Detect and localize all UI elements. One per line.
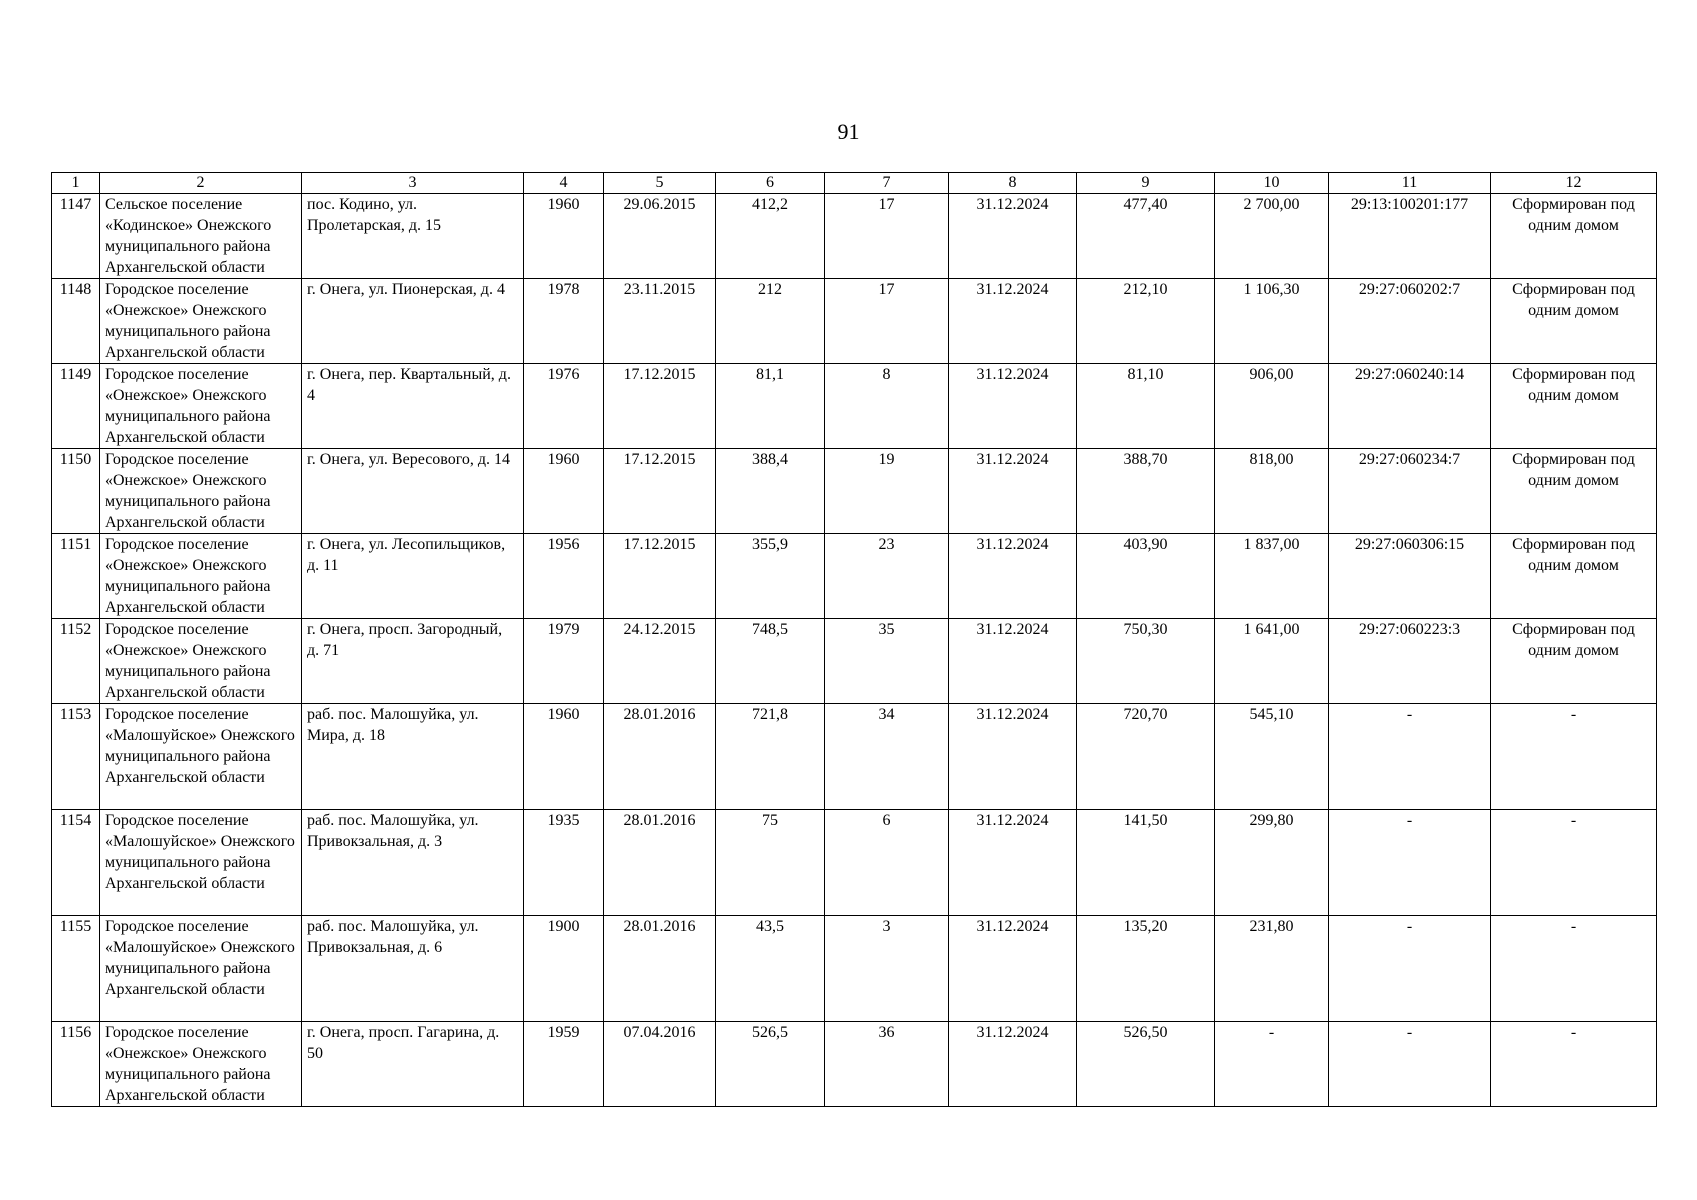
status-cell: Сформирован под одним домом — [1491, 534, 1657, 619]
people-cell: 19 — [825, 449, 949, 534]
year-cell: 1959 — [524, 1022, 604, 1107]
date-cell: 17.12.2015 — [604, 534, 716, 619]
column-header: 2 — [100, 173, 302, 194]
address-cell: раб. пос. Малошуйка, ул. Привокзальная, д. 6 — [302, 916, 524, 1022]
people-cell: 34 — [825, 704, 949, 810]
column-header: 5 — [604, 173, 716, 194]
area-cell: 355,9 — [716, 534, 825, 619]
land-area-cell: 1 641,00 — [1215, 619, 1329, 704]
area-cell: 81,1 — [716, 364, 825, 449]
area2-cell: 141,50 — [1077, 810, 1215, 916]
status-cell: Сформирован под одним домом — [1491, 364, 1657, 449]
status-cell: Сформирован под одним домом — [1491, 619, 1657, 704]
land-area-cell: 906,00 — [1215, 364, 1329, 449]
settlement-cell: Городское поселение «Малошуйское» Онежского муниципального района Архангельской области — [100, 916, 302, 1022]
cadastral-cell: - — [1329, 1022, 1491, 1107]
status-cell: Сформирован под одним домом — [1491, 279, 1657, 364]
row-number: 1156 — [52, 1022, 100, 1107]
row-number: 1147 — [52, 194, 100, 279]
row-number: 1151 — [52, 534, 100, 619]
date-cell: 23.11.2015 — [604, 279, 716, 364]
area-cell: 43,5 — [716, 916, 825, 1022]
settlement-cell: Городское поселение «Онежское» Онежского муниципального района Архангельской области — [100, 364, 302, 449]
cadastral-cell: 29:27:060223:3 — [1329, 619, 1491, 704]
land-area-cell: - — [1215, 1022, 1329, 1107]
area2-cell: 720,70 — [1077, 704, 1215, 810]
address-cell: г. Онега, просп. Загородный, д. 71 — [302, 619, 524, 704]
row-number: 1155 — [52, 916, 100, 1022]
cadastral-cell: - — [1329, 704, 1491, 810]
deadline-cell: 31.12.2024 — [949, 449, 1077, 534]
people-cell: 23 — [825, 534, 949, 619]
year-cell: 1979 — [524, 619, 604, 704]
area-cell: 526,5 — [716, 1022, 825, 1107]
settlement-cell: Городское поселение «Онежское» Онежского муниципального района Архангельской области — [100, 449, 302, 534]
table-row — [52, 279, 1657, 364]
address-cell: раб. пос. Малошуйка, ул. Привокзальная, д. 3 — [302, 810, 524, 916]
row-number: 1154 — [52, 810, 100, 916]
table-row — [52, 810, 1657, 916]
table-row — [52, 704, 1657, 810]
date-cell: 28.01.2016 — [604, 916, 716, 1022]
area-cell: 412,2 — [716, 194, 825, 279]
status-cell: Сформирован под одним домом — [1491, 194, 1657, 279]
deadline-cell: 31.12.2024 — [949, 194, 1077, 279]
area2-cell: 477,40 — [1077, 194, 1215, 279]
column-header: 4 — [524, 173, 604, 194]
deadline-cell: 31.12.2024 — [949, 1022, 1077, 1107]
date-cell: 29.06.2015 — [604, 194, 716, 279]
deadline-cell: 31.12.2024 — [949, 534, 1077, 619]
row-number: 1153 — [52, 704, 100, 810]
deadline-cell: 31.12.2024 — [949, 619, 1077, 704]
year-cell: 1978 — [524, 279, 604, 364]
settlement-cell: Городское поселение «Онежское» Онежского муниципального района Архангельской области — [100, 534, 302, 619]
people-cell: 35 — [825, 619, 949, 704]
date-cell: 28.01.2016 — [604, 810, 716, 916]
land-area-cell: 299,80 — [1215, 810, 1329, 916]
area2-cell: 81,10 — [1077, 364, 1215, 449]
settlement-cell: Городское поселение «Онежское» Онежского муниципального района Архангельской области — [100, 619, 302, 704]
table-row — [52, 916, 1657, 1022]
address-cell: пос. Кодино, ул. Пролетарская, д. 15 — [302, 194, 524, 279]
column-header: 1 — [52, 173, 100, 194]
settlement-cell: Городское поселение «Малошуйское» Онежского муниципального района Архангельской области — [100, 810, 302, 916]
status-cell: - — [1491, 810, 1657, 916]
row-number: 1149 — [52, 364, 100, 449]
year-cell: 1960 — [524, 194, 604, 279]
column-number-row — [52, 173, 1657, 194]
cadastral-cell: 29:27:060202:7 — [1329, 279, 1491, 364]
settlement-cell: Городское поселение «Онежское» Онежского муниципального района Архангельской области — [100, 279, 302, 364]
area-cell: 748,5 — [716, 619, 825, 704]
column-header: 3 — [302, 173, 524, 194]
people-cell: 6 — [825, 810, 949, 916]
year-cell: 1976 — [524, 364, 604, 449]
area-cell: 388,4 — [716, 449, 825, 534]
deadline-cell: 31.12.2024 — [949, 364, 1077, 449]
area2-cell: 212,10 — [1077, 279, 1215, 364]
date-cell: 28.01.2016 — [604, 704, 716, 810]
settlement-cell: Городское поселение «Онежское» Онежского муниципального района Архангельской области — [100, 1022, 302, 1107]
row-number: 1148 — [52, 279, 100, 364]
year-cell: 1960 — [524, 449, 604, 534]
settlement-cell: Сельское поселение «Кодинское» Онежского муниципального района Архангельской области — [100, 194, 302, 279]
address-cell: г. Онега, просп. Гагарина, д. 50 — [302, 1022, 524, 1107]
year-cell: 1900 — [524, 916, 604, 1022]
area-cell: 75 — [716, 810, 825, 916]
area-cell: 212 — [716, 279, 825, 364]
settlement-cell: Городское поселение «Малошуйское» Онежского муниципального района Архангельской области — [100, 704, 302, 810]
land-area-cell: 1 106,30 — [1215, 279, 1329, 364]
people-cell: 36 — [825, 1022, 949, 1107]
cadastral-cell: 29:13:100201:177 — [1329, 194, 1491, 279]
date-cell: 07.04.2016 — [604, 1022, 716, 1107]
table-row — [52, 364, 1657, 449]
land-area-cell: 545,10 — [1215, 704, 1329, 810]
column-header: 9 — [1077, 173, 1215, 194]
address-cell: г. Онега, ул. Лесопильщиков, д. 11 — [302, 534, 524, 619]
area2-cell: 135,20 — [1077, 916, 1215, 1022]
table-row — [52, 449, 1657, 534]
cadastral-cell: 29:27:060234:7 — [1329, 449, 1491, 534]
column-header: 7 — [825, 173, 949, 194]
column-header: 12 — [1491, 173, 1657, 194]
deadline-cell: 31.12.2024 — [949, 704, 1077, 810]
deadline-cell: 31.12.2024 — [949, 810, 1077, 916]
cadastral-cell: 29:27:060306:15 — [1329, 534, 1491, 619]
date-cell: 17.12.2015 — [604, 449, 716, 534]
column-header: 8 — [949, 173, 1077, 194]
column-header: 6 — [716, 173, 825, 194]
column-header: 10 — [1215, 173, 1329, 194]
area2-cell: 403,90 — [1077, 534, 1215, 619]
deadline-cell: 31.12.2024 — [949, 916, 1077, 1022]
area2-cell: 526,50 — [1077, 1022, 1215, 1107]
address-cell: г. Онега, ул. Вересового, д. 14 — [302, 449, 524, 534]
people-cell: 8 — [825, 364, 949, 449]
year-cell: 1960 — [524, 704, 604, 810]
column-header: 11 — [1329, 173, 1491, 194]
housing-registry-table — [51, 172, 1657, 1107]
land-area-cell: 818,00 — [1215, 449, 1329, 534]
address-cell: г. Онега, ул. Пионерская, д. 4 — [302, 279, 524, 364]
status-cell: - — [1491, 704, 1657, 810]
cadastral-cell: - — [1329, 810, 1491, 916]
status-cell: Сформирован под одним домом — [1491, 449, 1657, 534]
table-row — [52, 619, 1657, 704]
table-row — [52, 194, 1657, 279]
address-cell: раб. пос. Малошуйка, ул. Мира, д. 18 — [302, 704, 524, 810]
land-area-cell: 231,80 — [1215, 916, 1329, 1022]
land-area-cell: 1 837,00 — [1215, 534, 1329, 619]
people-cell: 3 — [825, 916, 949, 1022]
area2-cell: 388,70 — [1077, 449, 1215, 534]
table-row — [52, 1022, 1657, 1107]
year-cell: 1956 — [524, 534, 604, 619]
cadastral-cell: 29:27:060240:14 — [1329, 364, 1491, 449]
year-cell: 1935 — [524, 810, 604, 916]
row-number: 1152 — [52, 619, 100, 704]
deadline-cell: 31.12.2024 — [949, 279, 1077, 364]
date-cell: 17.12.2015 — [604, 364, 716, 449]
date-cell: 24.12.2015 — [604, 619, 716, 704]
area2-cell: 750,30 — [1077, 619, 1215, 704]
page-number: 91 — [837, 119, 860, 144]
address-cell: г. Онега, пер. Квартальный, д. 4 — [302, 364, 524, 449]
status-cell: - — [1491, 1022, 1657, 1107]
people-cell: 17 — [825, 279, 949, 364]
area-cell: 721,8 — [716, 704, 825, 810]
land-area-cell: 2 700,00 — [1215, 194, 1329, 279]
people-cell: 17 — [825, 194, 949, 279]
row-number: 1150 — [52, 449, 100, 534]
cadastral-cell: - — [1329, 916, 1491, 1022]
table-row — [52, 534, 1657, 619]
status-cell: - — [1491, 916, 1657, 1022]
